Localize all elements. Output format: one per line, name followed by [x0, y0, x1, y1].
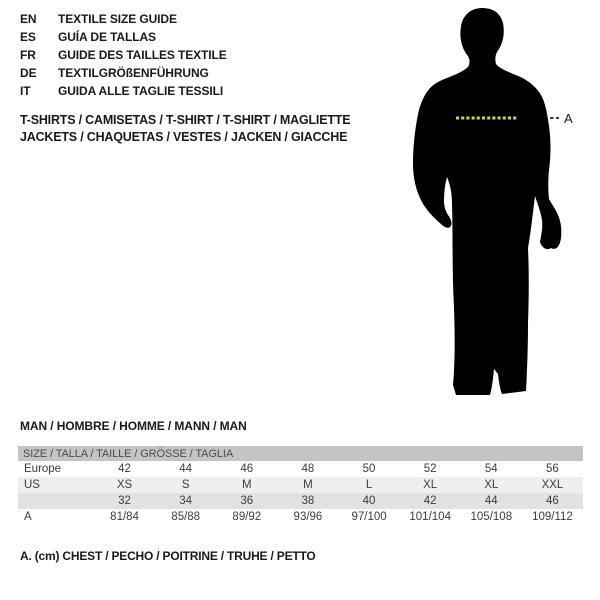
table-cell: 44 — [179, 463, 193, 475]
table-cell: 101/104 — [409, 511, 451, 523]
table-cell: S — [181, 479, 190, 491]
footnote: A. (cm) CHEST / PECHO / POITRINE / TRUHE / PETTO — [20, 549, 316, 563]
table-cell: 52 — [423, 463, 437, 475]
language-label: GUÍA DE TALLAS — [58, 30, 156, 44]
table-cell: XS — [116, 479, 133, 491]
product-line: JACKETS / CHAQUETAS / VESTES / JACKEN / GIACCHE — [20, 130, 348, 144]
table-cell: 36 — [240, 495, 254, 507]
table-cell: 105/108 — [470, 511, 513, 523]
table-cell: XL — [423, 479, 438, 491]
product-line: T-SHIRTS / CAMISETAS / T-SHIRT / T-SHIRT / MAGLIETTE — [20, 113, 351, 127]
table-cell: 46 — [240, 463, 254, 475]
product-lines — [20, 112, 350, 146]
table-row — [18, 461, 583, 477]
table-cell: 85/88 — [171, 511, 201, 523]
table-row — [18, 477, 583, 493]
table-cell: 32 — [118, 495, 131, 507]
table-cell: 56 — [546, 463, 559, 475]
language-row — [20, 64, 227, 82]
table-cell: 48 — [301, 463, 315, 475]
language-code: FR — [20, 48, 36, 62]
man-silhouette-shape — [413, 8, 561, 395]
table-cell: 89/92 — [232, 511, 262, 523]
language-code: IT — [20, 84, 31, 98]
measure-label-a: A — [564, 111, 573, 126]
table-cell: 81/84 — [110, 511, 139, 523]
section-title: MAN / HOMBRE / HOMME / MANN / MAN — [20, 419, 247, 433]
table-cell: 109/112 — [532, 511, 573, 523]
table-cell: 40 — [362, 495, 376, 507]
table-cell: M — [242, 479, 252, 491]
table-cell: M — [303, 479, 313, 491]
table-cell: 97/100 — [351, 511, 387, 523]
table-cell: 38 — [301, 495, 315, 507]
size-table-header: SIZE / TALLA / TAILLE / GRÖSSE / TAGLIA — [18, 446, 583, 461]
language-label: TEXTILE SIZE GUIDE — [58, 12, 177, 26]
table-cell: L — [365, 479, 373, 491]
table-cell: 42 — [118, 463, 131, 475]
row-label: Europe — [24, 463, 62, 475]
man-silhouette — [400, 5, 585, 400]
language-code: EN — [20, 12, 37, 26]
language-list — [20, 10, 227, 100]
table-cell: 93/96 — [293, 511, 323, 523]
language-code: DE — [20, 66, 37, 80]
table-cell: 54 — [484, 463, 498, 475]
table-cell: 46 — [546, 495, 559, 507]
table-row — [18, 509, 583, 525]
table-cell: XL — [484, 479, 499, 491]
measurement-figure — [400, 5, 585, 400]
language-label: GUIDE DES TAILLES TEXTILE — [58, 48, 227, 62]
language-row — [20, 46, 227, 64]
size-table — [18, 446, 583, 525]
table-cell: 50 — [362, 463, 376, 475]
table-cell: 44 — [484, 495, 498, 507]
language-row — [20, 82, 227, 100]
language-label: GUIDA ALLE TAGLIE TESSILI — [58, 84, 224, 98]
table-cell: 42 — [423, 495, 437, 507]
row-label: A — [24, 511, 32, 523]
language-row — [20, 10, 227, 28]
language-label: TEXTILGRÖßENFÜHRUNG — [58, 66, 209, 80]
language-row — [20, 28, 227, 46]
table-cell: XXL — [541, 479, 564, 491]
table-cell: 34 — [179, 495, 193, 507]
language-code: ES — [20, 30, 36, 44]
row-label: US — [24, 479, 40, 491]
table-row — [18, 493, 583, 509]
size-table-body — [18, 461, 583, 525]
